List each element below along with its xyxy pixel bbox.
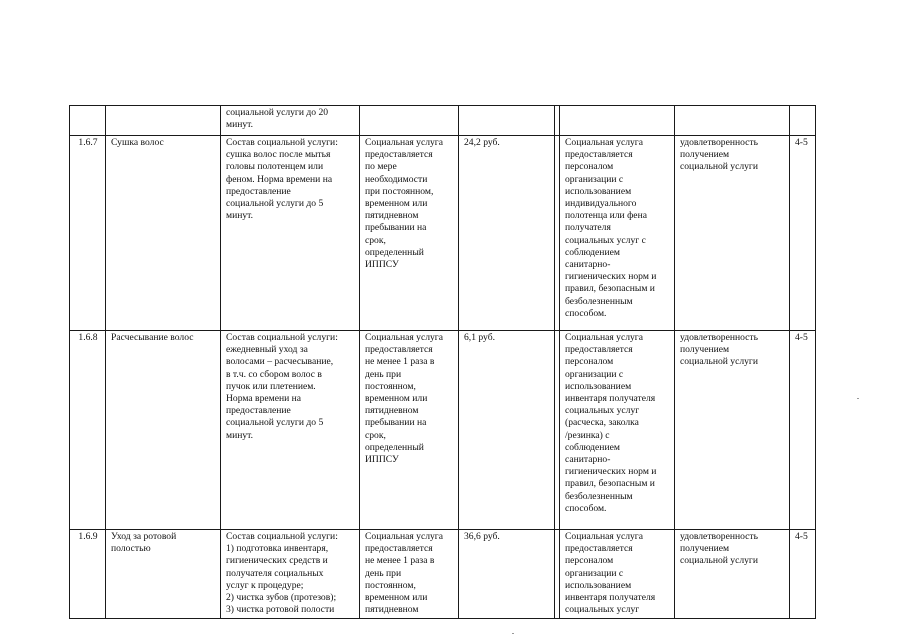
service-conditions-cell: Социальная услуга предоставляется не менее 1 раза в день при постоянном, временном или пятидневном: [360, 530, 459, 619]
service-conditions-cell: Социальная услуга предоставляется не менее 1 раза в день при постоянном, временном или пятидневном пребывании на срок, определенный ИППСУ: [360, 331, 459, 530]
service-score-cell: [790, 106, 816, 136]
table-row: [70, 331, 816, 530]
service-price-cell: 6,1 руб.: [459, 331, 555, 530]
service-price-cell: 24,2 руб.: [459, 136, 555, 331]
service-composition-cell: Состав социальной услуги: сушка волос после мытья головы полотенцем или феном. Норма времени на предоставление социальной услуги до 5 минут.: [221, 136, 360, 331]
service-provision-cell: Социальная услуга предоставляется персоналом организации с использованием инвентаря получателя социальных услуг: [560, 530, 675, 619]
service-quality-cell: удовлетворенность получением социальной услуги: [675, 331, 790, 530]
service-quality-cell: удовлетворенность получением социальной услуги: [675, 136, 790, 331]
service-composition-cell: Состав социальной услуги: ежедневный уход за волосами – расчесывание, в т.ч. со сбором волос в пучок или плетением. Норма времени на предоставление социальной услуги до 5 минут.: [221, 331, 360, 530]
service-number-cell: 1.6.8: [70, 331, 106, 530]
service-quality-cell: [675, 106, 790, 136]
table-row: [70, 106, 816, 136]
service-price-cell: 36,6 руб.: [459, 530, 555, 619]
service-name-cell: Расчесывание волос: [106, 331, 221, 530]
service-score-cell: 4-5: [790, 136, 816, 331]
service-conditions-cell: [360, 106, 459, 136]
service-number-cell: 1.6.7: [70, 136, 106, 331]
service-composition-cell: Состав социальной услуги: 1) подготовка инвентаря, гигиенических средств и получателя социальных услуг к процедуре; 2) чистка зубов (протезов); 3) чистка ротовой полости: [221, 530, 360, 619]
service-name-cell: [106, 106, 221, 136]
service-quality-cell: удовлетворенность получением социальной услуги: [675, 530, 790, 619]
service-score-cell: 4-5: [790, 331, 816, 530]
service-provision-cell: [560, 106, 675, 136]
service-price-cell: [459, 106, 555, 136]
service-provision-cell: Социальная услуга предоставляется персоналом организации с использованием инвентаря получателя социальных услуг (расческа, заколка /резинка) с соблюдением санитарно- гигиенических норм и правил, безопасным и безболезненным способом.: [560, 331, 675, 530]
table-row: [70, 530, 816, 619]
services-table: [69, 105, 816, 619]
service-score-cell: 4-5: [790, 530, 816, 619]
service-number-cell: [70, 106, 106, 136]
service-number-cell: 1.6.9: [70, 530, 106, 619]
service-conditions-cell: Социальная услуга предоставляется по мере необходимости при постоянном, временном или пятидневном пребывании на срок, определенный ИППСУ: [360, 136, 459, 331]
scan-speck: [512, 633, 514, 634]
service-composition-cell: социальной услуги до 20 минут.: [221, 106, 360, 136]
table-row: [70, 136, 816, 331]
scan-speck: [857, 398, 859, 399]
service-name-cell: Сушка волос: [106, 136, 221, 331]
service-name-cell: Уход за ротовой полостью: [106, 530, 221, 619]
service-provision-cell: Социальная услуга предоставляется персоналом организации с использованием индивидуального полотенца или фена получателя социальных услуг с соблюдением санитарно- гигиенических норм и правил, безопасным и безболезненным способом.: [560, 136, 675, 331]
